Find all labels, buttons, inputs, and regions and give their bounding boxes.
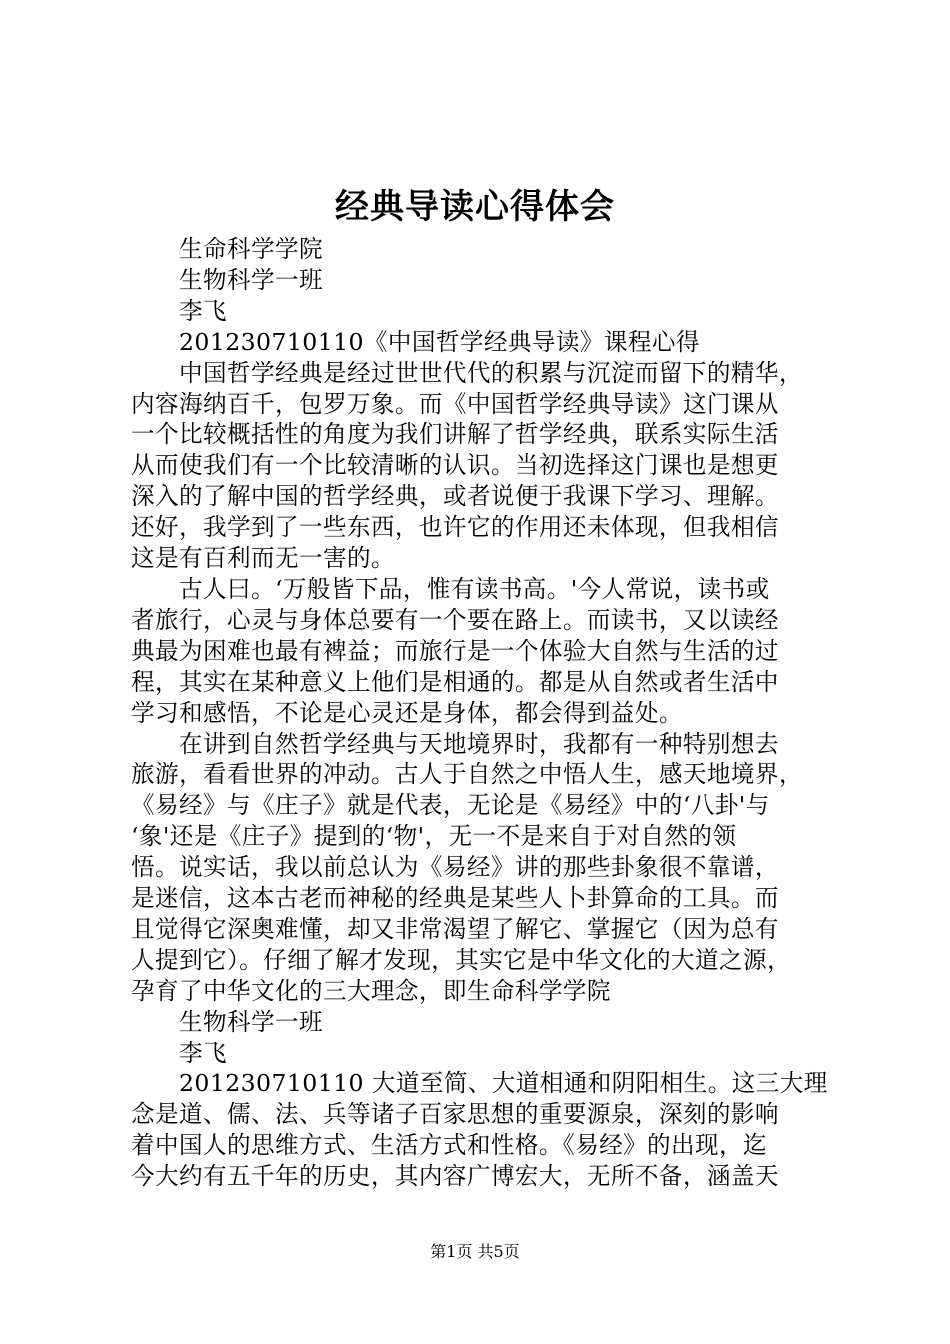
text-line: 201230710110《中国哲学经典导读》课程心得 bbox=[179, 327, 700, 356]
text-line: 是迷信，这本古老而神秘的经典是某些人卜卦算命的工具。而 bbox=[131, 884, 779, 913]
text-line: 且觉得它深奥难懂，却又非常渴望了解它、掌握它（因为总有 bbox=[131, 914, 779, 943]
text-line: ‘象'还是《庄子》提到的‘物'，无一不是来自于对自然的领 bbox=[131, 822, 737, 851]
text-line: 生物科学一班 bbox=[179, 265, 323, 294]
text-line: 李飞 bbox=[179, 296, 227, 325]
text-line: 程，其实在某种意义上他们是相通的。都是从自然或者生活中 bbox=[131, 667, 779, 696]
text-line: 还好，我学到了一些东西，也许它的作用还未体现，但我相信 bbox=[131, 513, 779, 542]
document-title: 经典导读心得体会 bbox=[335, 187, 615, 227]
text-line: 学习和感悟，不论是心灵还是身体，都会得到益处。 bbox=[131, 698, 683, 727]
text-line: 一个比较概括性的角度为我们讲解了哲学经典，联系实际生活 bbox=[131, 420, 779, 449]
text-line: 201230710110 大道至简、大道相通和阴阳相生。这三大理 bbox=[179, 1069, 828, 1098]
text-line: 深入的了解中国的哲学经典，或者说便于我课下学习、理解。 bbox=[131, 482, 779, 511]
text-line: 生物科学一班 bbox=[179, 1007, 323, 1036]
text-line: 者旅行，心灵与身体总要有一个要在路上。而读书，又以读经 bbox=[131, 605, 779, 634]
document-body bbox=[131, 234, 831, 1192]
text-line: 从而使我们有一个比较清晰的认识。当初选择这门课也是想更 bbox=[131, 451, 779, 480]
text-line: 旅游，看看世界的冲动。古人于自然之中悟人生，感天地境界， bbox=[131, 760, 803, 789]
text-line: 念是道、儒、法、兵等诸子百家思想的重要源泉，深刻的影响 bbox=[131, 1100, 779, 1129]
text-line: 生命科学学院 bbox=[179, 235, 323, 263]
text-line: 悟。说实话，我以前总认为《易经》讲的那些卦象很不靠谱， bbox=[131, 853, 779, 882]
text-line: 人提到它）。仔细了解才发现，其实它是中华文化的大道之源， bbox=[131, 945, 792, 974]
text-line: 典最为困难也最有裨益；而旅行是一个体验大自然与生活的过 bbox=[131, 636, 779, 665]
text-line: 内容海纳百千，包罗万象。而《中国哲学经典导读》这门课从 bbox=[131, 389, 779, 418]
text-line: 在讲到自然哲学经典与天地境界时，我都有一种特别想去 bbox=[179, 729, 779, 758]
text-line: 这是有百利而无一害的。 bbox=[131, 544, 395, 573]
text-line: 中国哲学经典是经过世世代代的积累与沉淀而留下的精华， bbox=[179, 358, 803, 387]
text-line: 着中国人的思维方式、生活方式和性格。《易经》的出现，迄 bbox=[131, 1131, 768, 1160]
text-line: 《易经》与《庄子》就是代表，无论是《易经》中的‘八卦'与 bbox=[131, 791, 770, 820]
text-line: 李飞 bbox=[179, 1038, 227, 1067]
page-footer: 第1页 共5页 bbox=[430, 1242, 520, 1261]
text-line: 孕育了中华文化的三大理念，即生命科学学院 bbox=[131, 976, 611, 1005]
text-line: 今大约有五千年的历史，其内容广博宏大，无所不备，涵盖天 bbox=[131, 1162, 779, 1191]
text-line: 古人曰。‘万般皆下品，惟有读书高。'今人常说，读书或 bbox=[179, 574, 770, 603]
